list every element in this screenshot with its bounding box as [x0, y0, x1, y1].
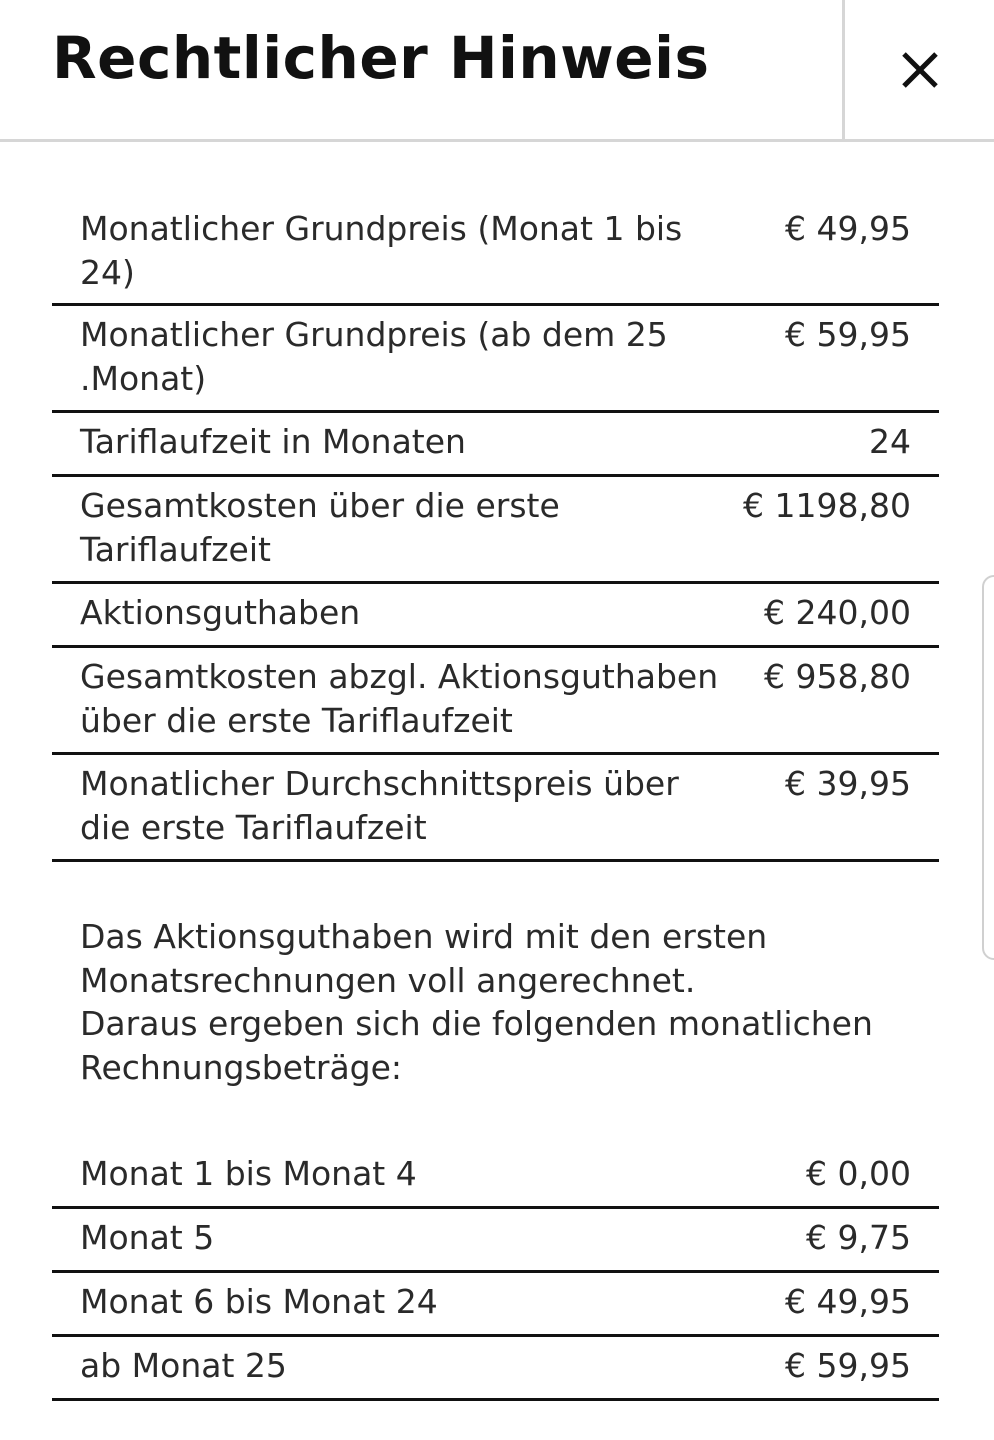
row-label: Monatlicher Grundpreis (ab dem 25 .Monat) — [80, 315, 668, 398]
row-label: Monat 5 — [80, 1218, 215, 1257]
monthly-bills-table — [52, 1145, 939, 1401]
row-value: 24 — [869, 422, 911, 461]
table-row — [52, 200, 939, 306]
row-label: Monatlicher Grundpreis (Monat 1 bis 24) — [80, 209, 683, 292]
table-row — [52, 1273, 939, 1337]
close-button[interactable] — [845, 0, 994, 139]
row-value: € 59,95 — [785, 1346, 911, 1385]
credit-note-line: Daraus ergeben sich die folgenden monatlichen Rechnungsbeträge: — [80, 1004, 873, 1087]
row-value: € 0,00 — [806, 1154, 911, 1193]
table-row — [52, 1145, 939, 1209]
close-icon — [902, 52, 938, 88]
row-label: Monatlicher Durchschnittspreis über die erste Tariflaufzeit — [80, 764, 679, 847]
row-label: Gesamtkosten abzgl. Aktionsguthaben über die erste Tariflaufzeit — [80, 657, 719, 740]
table-row — [52, 1209, 939, 1273]
row-value: € 958,80 — [764, 657, 911, 696]
row-label: ab Monat 25 — [80, 1346, 287, 1385]
row-value: € 1198,80 — [743, 486, 911, 525]
row-label: Aktionsguthaben — [80, 593, 361, 632]
row-label: Monat 6 bis Monat 24 — [80, 1282, 438, 1321]
credit-note — [80, 915, 900, 1089]
row-value: € 49,95 — [785, 209, 911, 248]
row-value: € 59,95 — [785, 315, 911, 354]
row-value: € 9,75 — [806, 1218, 911, 1257]
table-row — [52, 755, 939, 862]
row-label: Tariflaufzeit in Monaten — [80, 422, 466, 461]
scroll-handle[interactable] — [982, 575, 994, 960]
row-value: € 49,95 — [785, 1282, 911, 1321]
table-row — [52, 1337, 939, 1401]
row-label: Monat 1 bis Monat 4 — [80, 1154, 417, 1193]
row-value: € 240,00 — [764, 593, 911, 632]
table-row — [52, 648, 939, 755]
table-row — [52, 477, 939, 584]
dialog-header — [0, 0, 994, 142]
table-row — [52, 306, 939, 413]
dialog-title: Rechtlicher Hinweis — [52, 24, 710, 92]
row-label: Gesamtkosten über die erste Tariflaufzeit — [80, 486, 560, 569]
credit-note-line: Das Aktionsguthaben wird mit den ersten Monatsrechnungen voll angerechnet. — [80, 917, 768, 1000]
row-value: € 39,95 — [785, 764, 911, 803]
table-row — [52, 413, 939, 477]
cost-table — [52, 200, 939, 862]
table-row — [52, 584, 939, 648]
